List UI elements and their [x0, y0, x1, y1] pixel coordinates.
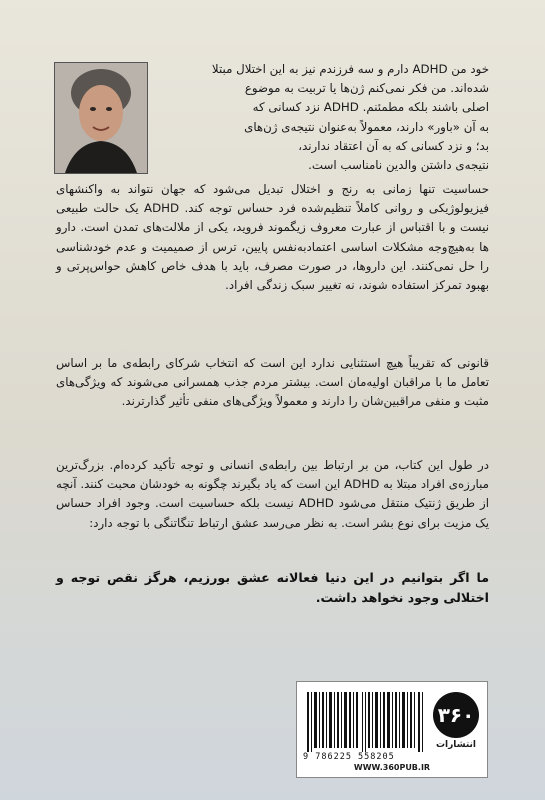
publisher-logo [429, 690, 483, 752]
intro-line: نتیجه‌ی داشتن والدین نامناسب است. [308, 158, 489, 173]
logo-circle-icon [433, 692, 479, 738]
intro-line: شده‌اند. من فکر نمی‌کنم ژن‌ها یا تربیت به موضوع [244, 81, 489, 96]
partners-paragraph: قانونی که تقریباً هیچ استثنایی ندارد این است که انتخاب شرکای رابطه‌ی ما بر اساس تعامل ما با مراقبان اولیه‌مان است. بیشتر مردم جذب همسرانی می‌شوند که ویژگی‌های مثبت و منفی مراقبین‌شان را دارند و معمولاً ویژگی‌های منفی تأثیر گذارترند. [56, 356, 489, 409]
conclusion-paragraph: در طول این کتاب، من بر ارتباط بین رابطه‌ی انسانی و توجه تأکید کرده‌ام. بزرگ‌ترین مبارزه‌ی افراد مبتلا به ADHD این است که یاد بگیرند چگونه به خودشان محبت کنند. آنچه از طریق ژنتیک منتقل می‌شود ADHD نیست بلکه حساسیت است. وجود افراد حساس یک مزیت برای نوع بشر است. به نظر می‌رسد عشق ارتباط تنگاتنگی با توجه دارد: [56, 458, 489, 530]
logo-number: ۳۶۰ [437, 703, 475, 727]
closing-quote: ما اگر بتوانیم در این دنیا فعالانه عشق بورزیم، هرگز نقص توجه و اختلالی وجود نخواهد داشت. [56, 570, 489, 605]
intro-line: بد؛ و نزد کسانی که به آن اعتقاد ندارند، [298, 138, 489, 153]
logo-label: انتشارات [436, 740, 476, 750]
barcode-image [307, 692, 425, 752]
author-photo [54, 62, 148, 174]
intro-line: خود من ADHD دارم و سه فرزندم نیز به این اختلال مبتلا [211, 62, 489, 76]
isbn-number: 9 786225 558205 [303, 752, 395, 762]
publisher-website: WWW.360PUB.IR [353, 763, 431, 772]
sensitivity-paragraph: حساسیت تنها زمانی به رنج و اختلال تبدیل می‌شود که جهان نتواند به واکنشهای فیزیولوژیکی و روانی کاملاً تنظیم‌شده فرد حساس توجه کند. ADHD یک حالت طبیعی نیست و با اقتباس از عبارت معروف زیگموند فروید، یکی از ملالت‌های تمدن است. دارو ها به‌هیچ‌وجه مشکلات اساسی اعتمادبه‌نفس پایین، ترس از صمیمیت و عدم خودشناسی را حل نمی‌کنند. این داروها، در صورت مصرف، باید با هدف خاص کاهش حواس‌پرتی و بهبود تمرکز استفاده شوند، نه تغییر سبک زندگی افراد. [56, 182, 489, 293]
author-portrait-image [55, 63, 147, 173]
barcode-panel [296, 681, 488, 778]
intro-line: به آن «باور» دارند، معمولاً به‌عنوان نتیجه‌ی ژن‌های [244, 119, 489, 134]
intro-line: اصلی باشند بلکه مطمئنم. ADHD نزد کسانی که [252, 100, 489, 115]
intro-paragraph [150, 60, 489, 175]
